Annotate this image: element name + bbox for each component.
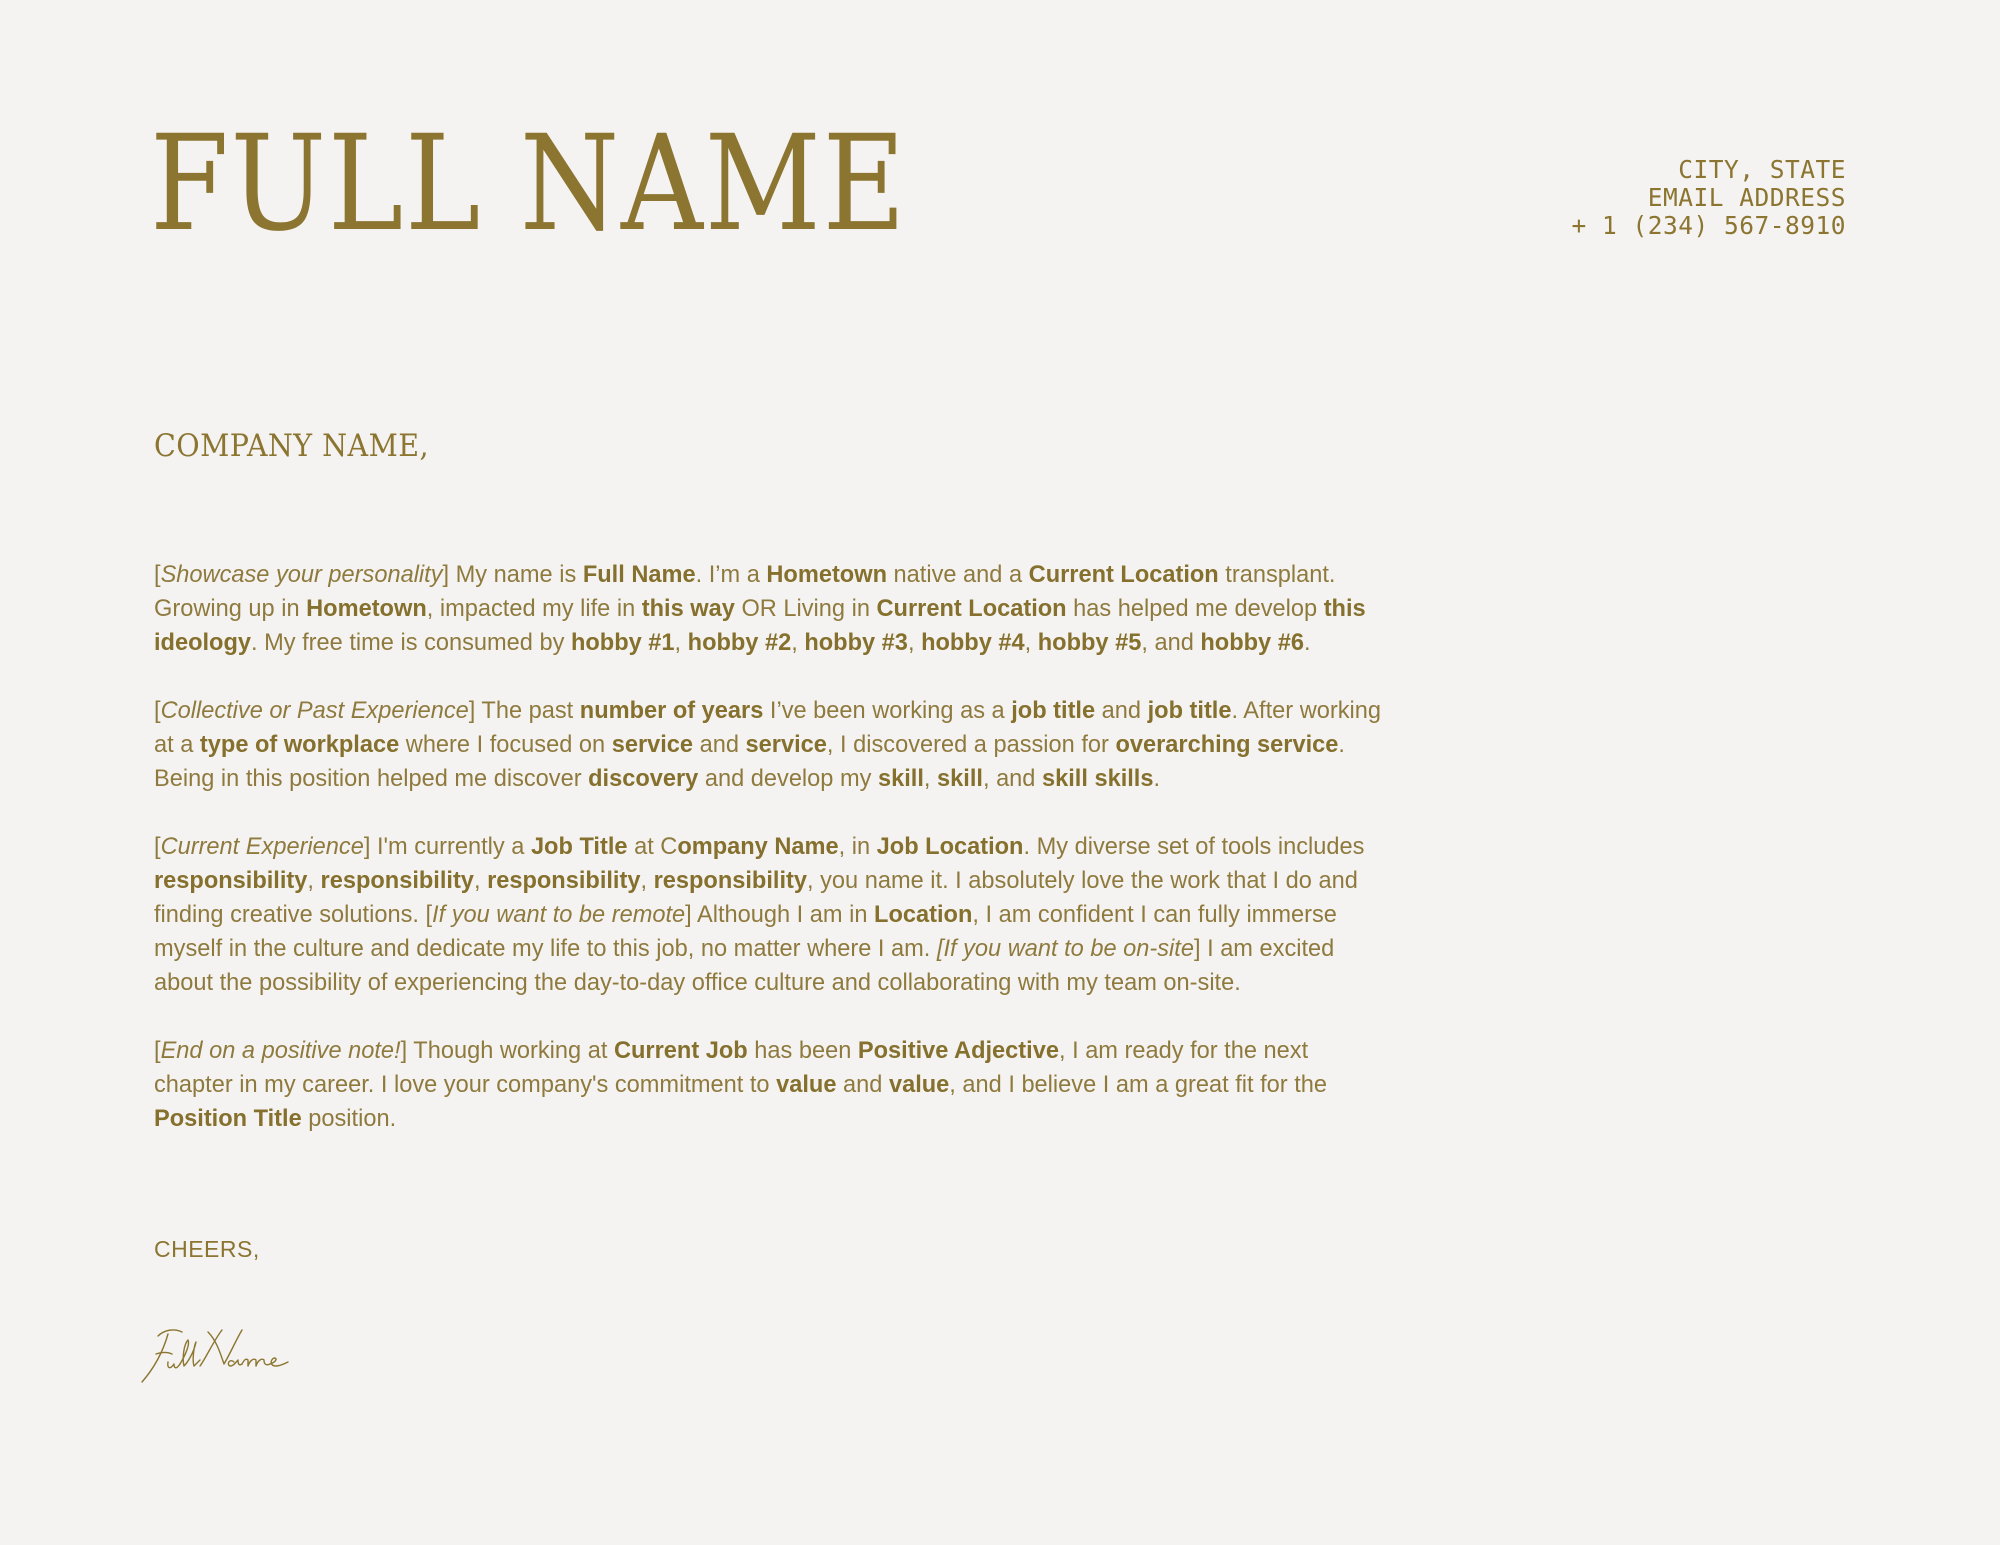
placeholder-field: Positive Adjective	[857, 1038, 1059, 1064]
placeholder-field: Job Location	[876, 834, 1024, 860]
body-text-run: , and	[982, 766, 1042, 792]
body-text-run: [	[154, 698, 161, 724]
section-hint: Showcase your personality	[160, 562, 443, 588]
letter-body	[154, 558, 1384, 1170]
body-text-run: at C	[627, 834, 678, 860]
body-text-run: transplant. Growing up in	[154, 562, 1336, 622]
placeholder-field: job title	[1147, 698, 1232, 724]
body-text-run: ,	[907, 630, 922, 656]
placeholder-field: Position Title	[154, 1106, 302, 1132]
body-text-run: ,	[1024, 630, 1038, 656]
paragraph-personality	[154, 558, 1384, 660]
body-text-run: and	[693, 732, 746, 758]
section-hint: If you want to be remote	[432, 902, 686, 928]
body-text-run: and develop my	[698, 766, 878, 792]
body-text-run: , in	[838, 834, 877, 860]
body-text-run: .	[1303, 630, 1311, 656]
paragraph-past-experience	[154, 694, 1384, 796]
body-text-run: ] My name is	[442, 562, 583, 588]
placeholder-field: discovery	[588, 766, 699, 792]
placeholder-field: hobby #5	[1037, 630, 1142, 656]
body-text-run: has been	[747, 1038, 858, 1064]
placeholder-field: skill	[877, 766, 924, 792]
body-text-run: and	[836, 1072, 889, 1098]
body-text-run: ,	[791, 630, 805, 656]
placeholder-field: Current Job	[613, 1038, 748, 1064]
placeholder-field: this ideology	[154, 596, 1366, 656]
section-hint: Collective or Past Experience	[160, 698, 469, 724]
placeholder-field: this way	[641, 596, 735, 622]
body-text-run: ] I'm currently a	[363, 834, 531, 860]
salutation-company-name: COMPANY NAME,	[154, 428, 430, 464]
placeholder-field: number of years	[579, 698, 764, 724]
body-text-run: [	[154, 834, 161, 860]
placeholder-field: Full Name	[582, 562, 696, 588]
placeholder-field: Job Title	[530, 834, 628, 860]
body-text-run: .	[1153, 766, 1161, 792]
placeholder-field: Current Location	[876, 596, 1067, 622]
body-text-run: [	[154, 1038, 161, 1064]
placeholder-field: hobby #1	[570, 630, 675, 656]
placeholder-field: overarching service	[1115, 732, 1339, 758]
body-text-run: . My free time is consumed by	[251, 630, 571, 656]
body-text-run: ] I am excited about the possibility of experiencing the day-to-day office culture and collaborating with my team on-site.	[154, 936, 1335, 996]
body-text-run: I’ve been working as a	[763, 698, 1012, 724]
paragraph-current-experience	[154, 830, 1384, 1000]
body-text-run: where I focused on	[399, 732, 612, 758]
body-text-run: ] The past	[468, 698, 580, 724]
placeholder-field: value	[776, 1072, 837, 1098]
signature-image	[138, 1318, 308, 1384]
body-text-run: . Being in this position helped me discover	[154, 732, 1345, 792]
placeholder-field: hobby #4	[921, 630, 1025, 656]
placeholder-field: Hometown	[306, 596, 427, 622]
body-text-run: ,	[473, 868, 488, 894]
phone-number: + 1 (234) 567-8910	[1571, 211, 1846, 240]
body-text-run: ,	[640, 868, 654, 894]
placeholder-field: Current Location	[1028, 562, 1219, 588]
placeholder-field: hobby #3	[804, 630, 908, 656]
body-text-run: , you name it. I absolutely love the work that I do and finding creative solutions. [	[154, 868, 1358, 928]
body-text-run: [	[154, 562, 161, 588]
placeholder-field: hobby #2	[687, 630, 792, 656]
placeholder-field: hobby #6	[1200, 630, 1304, 656]
body-text-run: . After working at a	[154, 698, 1381, 758]
placeholder-field: job title	[1011, 698, 1096, 724]
placeholder-field: responsibility	[653, 868, 807, 894]
body-text-run: , and	[1141, 630, 1201, 656]
placeholder-field: service	[745, 732, 827, 758]
placeholder-field: value	[888, 1072, 950, 1098]
closing-text: CHEERS,	[154, 1236, 260, 1262]
placeholder-field: skill skills	[1041, 766, 1154, 792]
paragraph-positive-note	[154, 1034, 1384, 1136]
contact-block	[1571, 156, 1846, 240]
body-text-run: and	[1095, 698, 1148, 724]
full-name-heading: FULL NAME	[150, 107, 908, 261]
body-text-run: ] Although I am in	[685, 902, 875, 928]
email-address: EMAIL ADDRESS	[1647, 183, 1846, 212]
body-text-run: , and I believe I am a great fit for the	[949, 1072, 1328, 1098]
placeholder-field: type of workplace	[199, 732, 400, 758]
body-text-run: , impacted my life in	[426, 596, 642, 622]
section-hint: End on a positive note!	[160, 1038, 401, 1064]
placeholder-field: responsibility	[154, 868, 308, 894]
placeholder-field: Location	[874, 902, 973, 928]
section-hint: [If you want to be on-site	[936, 936, 1194, 962]
body-text-run: , I discovered a passion for	[826, 732, 1116, 758]
body-text-run: ,	[674, 630, 688, 656]
body-text-run: , I am ready for the next chapter in my career. I love your company's commitment to	[154, 1038, 1309, 1098]
placeholder-field: Hometown	[766, 562, 887, 588]
body-text-run: has helped me develop	[1066, 596, 1324, 622]
body-text-run: ,	[307, 868, 321, 894]
body-text-run: . My diverse set of tools includes	[1023, 834, 1365, 860]
body-text-run: position.	[301, 1106, 397, 1132]
placeholder-field: responsibility	[320, 868, 474, 894]
placeholder-field: responsibility	[487, 868, 641, 894]
body-text-run: native and a	[886, 562, 1029, 588]
city-state: CITY, STATE	[1678, 155, 1846, 184]
placeholder-field: skill	[937, 766, 983, 792]
placeholder-field: service	[611, 732, 694, 758]
body-text-run: ,	[923, 766, 938, 792]
body-text-run: ] Though working at	[400, 1038, 614, 1064]
body-text-run: , I am confident I can fully immerse myself in the culture and dedicate my life to this job, no matter where I am.	[154, 902, 1337, 962]
placeholder-field: ompany Name	[677, 834, 839, 860]
section-hint: Current Experience	[160, 834, 364, 860]
body-text-run: . I’m a	[695, 562, 767, 588]
body-text-run: OR Living in	[734, 596, 877, 622]
